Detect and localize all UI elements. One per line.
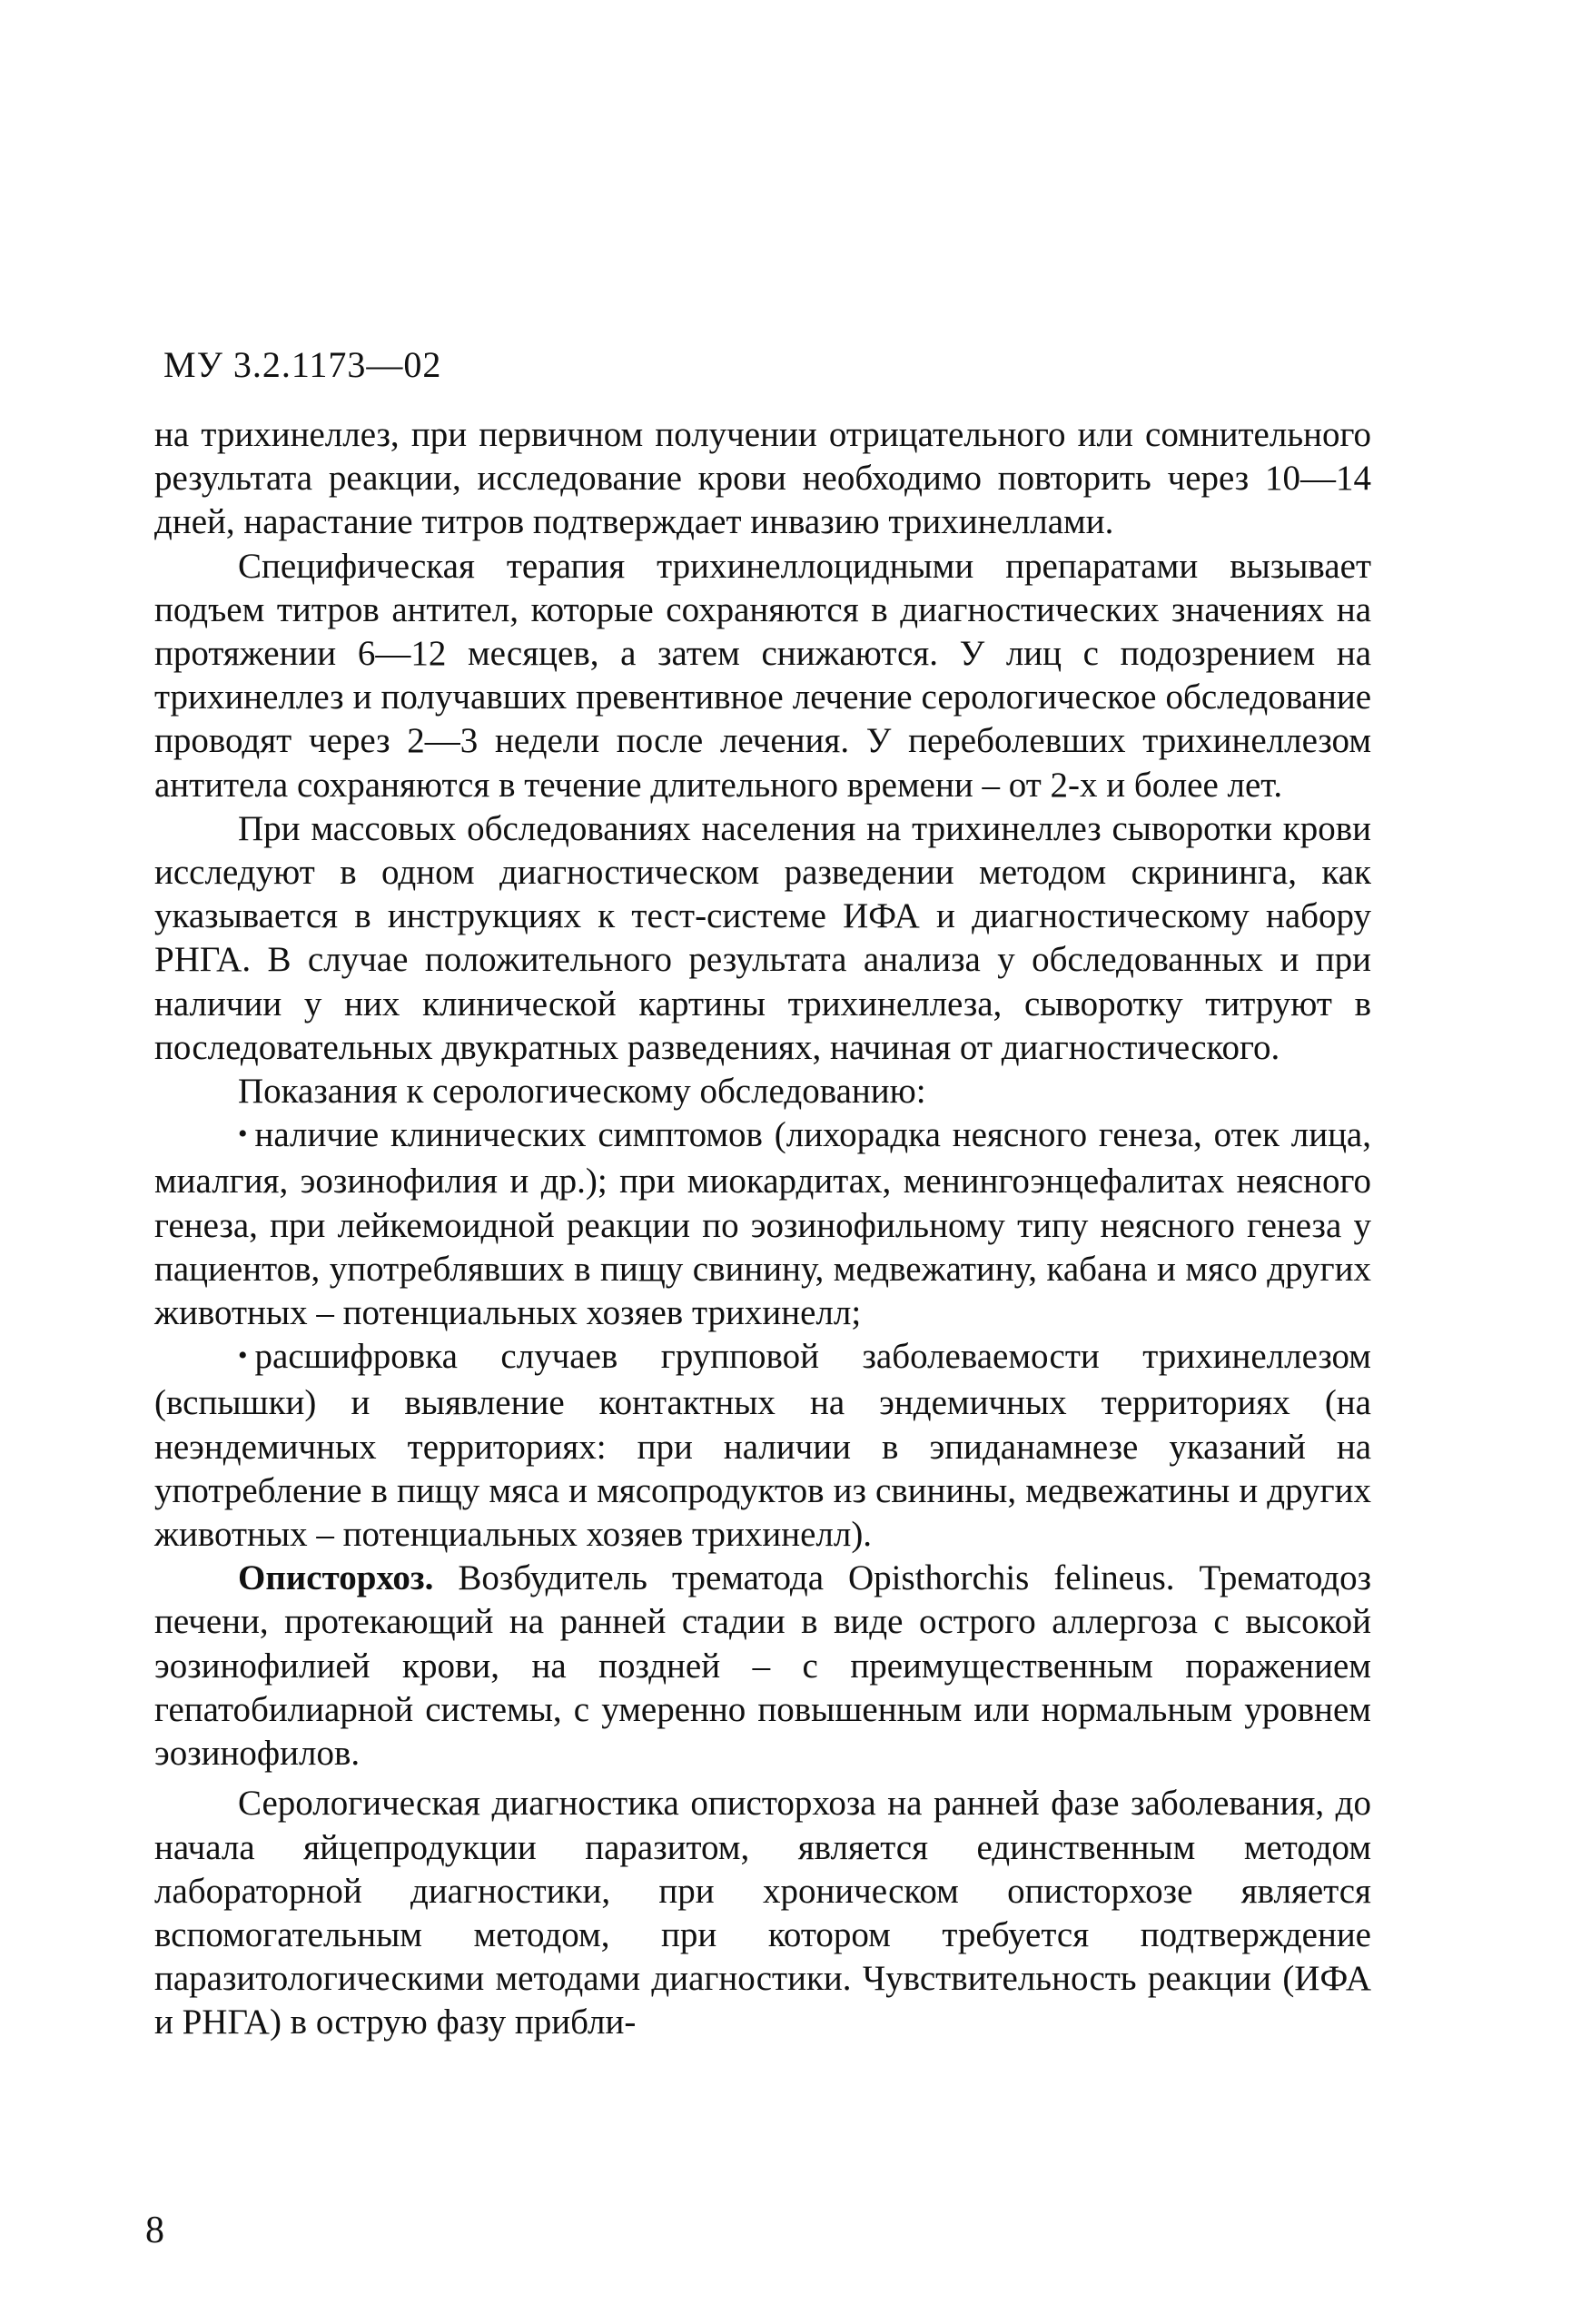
paragraph-1: на трихинеллез, при первичном получении отрицательного или сомнительного результата реакции, исследование крови необходимо повторить через 10—14 дней, нарастание титров подтверждает инвазию трихинеллами.	[154, 415, 1371, 542]
paragraph-5	[154, 1557, 1371, 1775]
page-body	[154, 413, 1371, 2045]
document-code-header: МУ 3.2.1173—02	[163, 344, 442, 385]
paragraph-4: Показания к серологическому обследованию:	[238, 1072, 926, 1112]
bullet-item-2	[154, 1335, 1371, 1557]
bullet-icon: •	[238, 1340, 248, 1371]
paragraph-3: При массовых обследованиях населения на трихинеллез сыворотки крови исследуют в одном диагностическом разведении методом скрининга, как указывается в инструкциях к тест-системе ИФА и диагностическому набору РНГА. В случае положительного результата анализа у обследованных и при наличии у них клинической картины трихинеллеза, сыворотку титруют в последовательных двукратных разведениях, начиная от диагностического.	[154, 808, 1371, 1067]
bullet-item-1-text: наличие клинических симптомов (лихорадка неясного генеза, отек лица, миалгия, эозинофилия и др.); при миокардитах, менингоэнцефалитах неясного генеза, при лейкемоидной реакции по эозинофильному типу неясного генеза у пациентов, употреблявших в пищу свинину, медвежатину, кабана и мясо других животных – потенциальных хозяев трихинелл;	[154, 1115, 1371, 1333]
paragraph-6: Серологическая диагностика описторхоза на ранней фазе заболевания, до начала яйцепродукции паразитом, является единственным методом лабораторной диагностики, при хроническом описторхозе является вспомогательным методом, при котором требуется подтверждение паразитологическими методами диагностики. Чувствительность реакции (ИФА и РНГА) в острую фазу прибли-	[154, 1784, 1371, 2042]
bullet-icon: •	[238, 1119, 248, 1150]
paragraph-2: Специфическая терапия трихинеллоцидными препаратами вызывает подъем титров антител, которые сохраняются в диагностических значениях на протяжении 6—12 месяцев, а затем снижаются. У лиц с подозрением на трихинеллез и получавших превентивное лечение серологическое обследование проводят через 2—3 недели после лечения. У переболевших трихинеллезом антитела сохраняются в течение длительного времени – от 2-х и более лет.	[154, 546, 1371, 805]
bullet-item-2-text: расшифровка случаев групповой заболеваемости трихинеллезом (вспышки) и выявление контактных на эндемичных территориях (на неэндемичных территориях: при наличии в эпиданамнезе указаний на употребление в пищу мяса и мясопродуктов из свинины, медвежатины и других животных – потенциальных хозяев трихинелл).	[154, 1337, 1371, 1555]
bullet-item-1	[154, 1113, 1371, 1335]
page-number: 8	[145, 2210, 164, 2251]
paragraph-5-text: Возбудитель трематода Opisthorchis felineus. Трематодоз печени, протекающий на ранней стадии в виде острого аллергоза с высокой эозинофилией крови, на поздней – с преимущественным поражением гепатобилиарной системы, с умеренно повышенным или нормальным уровнем эозинофилов.	[154, 1558, 1371, 1774]
section-heading-opisthorchiasis: Описторхоз.	[238, 1558, 434, 1598]
